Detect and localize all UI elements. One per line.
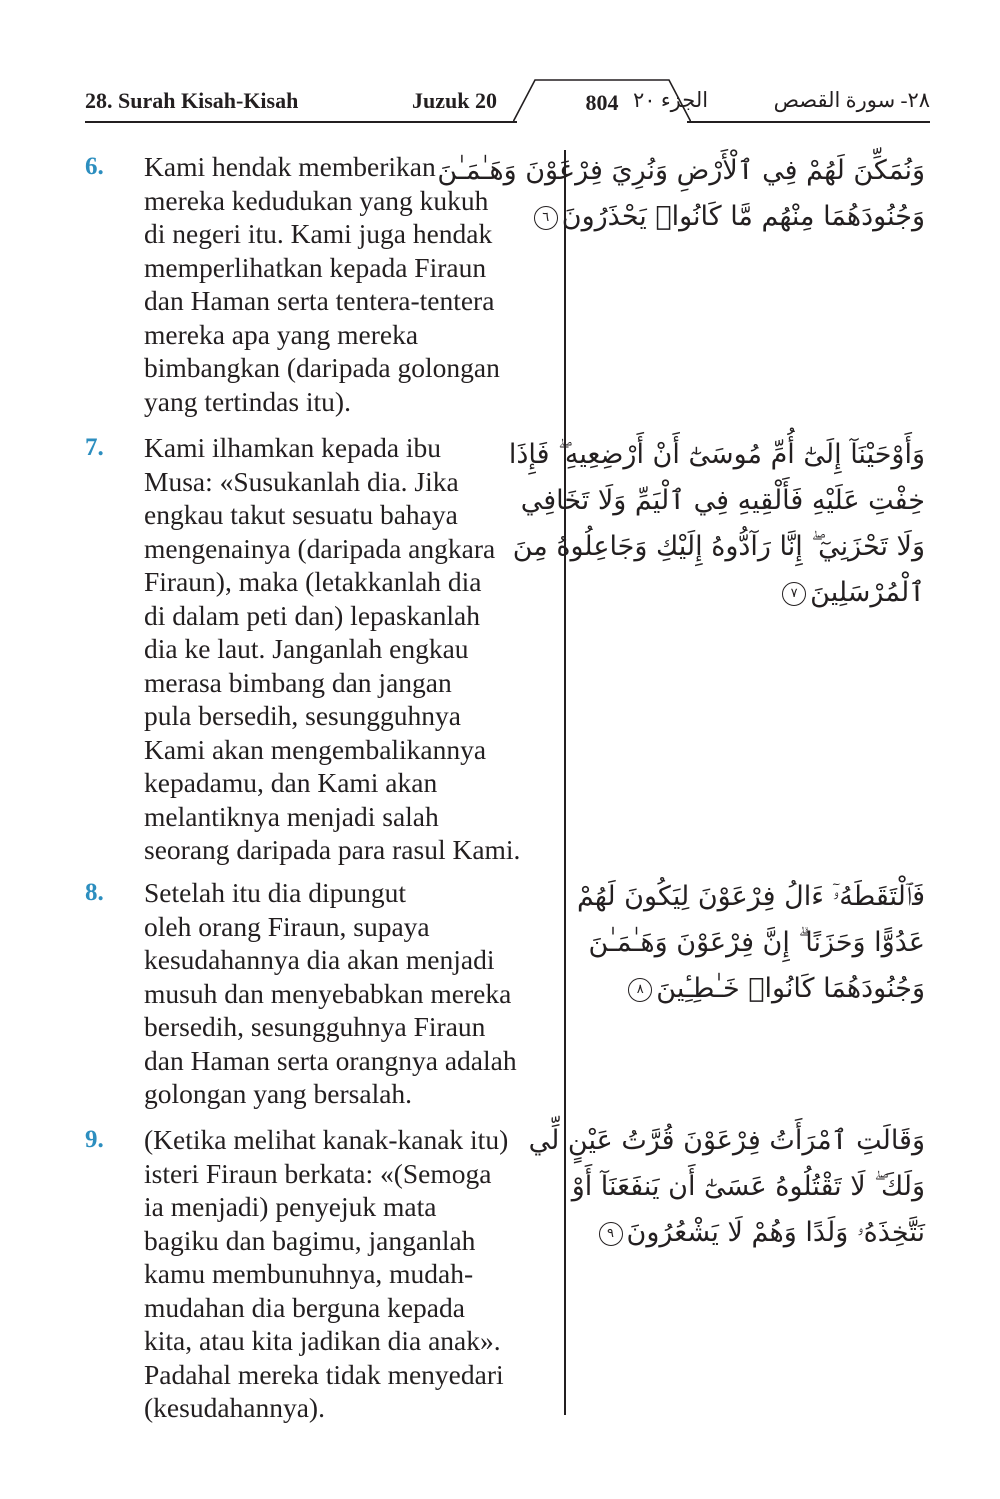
translation-line: di dalam peti dan) lepaskanlah xyxy=(144,599,480,631)
translation-line: golongan yang bersalah. xyxy=(144,1078,413,1109)
translation-line: pula bersedih, sesungguhnya xyxy=(144,700,461,731)
arabic-line: وَنُمَكِّنَ لَهُمْ فِي ٱلْأَرْضِ وَنُرِيَ فِرْعَوْنَ وَهَـٰمَـٰنَ xyxy=(437,155,925,186)
verse-number: 6. xyxy=(85,153,104,180)
arabic-verse-9 xyxy=(528,1118,925,1256)
translation-line: bersedih, sesungguhnya Firaun xyxy=(144,1011,486,1042)
verse-translation xyxy=(144,876,564,1111)
translation-line: kamu membunuhnya, mudah- xyxy=(144,1258,474,1289)
translation-line: dan Haman serta tentera-tentera xyxy=(144,285,495,316)
translation-line: Kami akan mengembalikannya xyxy=(144,733,487,765)
page-header xyxy=(85,78,930,123)
translation-line: mereka apa yang mereka xyxy=(144,318,419,350)
translation-line: isteri Firaun berkata: «(Semoga xyxy=(144,1157,492,1189)
verse-translation xyxy=(144,431,564,867)
arabic-line-text: وَجُنُودَهُمَا مِنْهُم مَّا كَانُوا۟ يَحْذَرُونَ xyxy=(561,201,925,232)
translation-line: melantiknya menjadi salah xyxy=(144,800,439,832)
translation-line: bagiku dan bagimu, janganlah xyxy=(144,1224,476,1256)
translation-line: seorang daripada para rasul Kami. xyxy=(144,834,521,865)
ayah-end-marker: ٦ xyxy=(534,206,558,230)
arabic-line-text: ٱلْمُرْسَلِينَ xyxy=(810,577,925,608)
ayah-end-marker: ٧ xyxy=(782,582,806,606)
translation-line: ia menjadi) penyejuk mata xyxy=(144,1191,437,1222)
translation-line: dia ke laut. Janganlah engkau xyxy=(144,633,469,664)
arabic-line xyxy=(585,966,925,1012)
verse-number: 9. xyxy=(85,1126,104,1153)
translation-line: memperlihatkan kepada Firaun xyxy=(144,251,487,283)
arabic-line: وَقَالَتِ ٱمْرَأَتُ فِرْعَوْنَ قُرَّتُ عَيْنٍ لِّي xyxy=(528,1125,925,1156)
translation-line: mudahan dia berguna kepada xyxy=(144,1291,465,1323)
arabic-line-text: نَتَّخِذَهُۥ وَلَدًا وَهُمْ لَا يَشْعُرُونَ xyxy=(626,1217,925,1248)
column-divider xyxy=(564,150,566,1415)
arabic-line: وَأَوْحَيْنَآ إِلَىٰٓ أُمِّ مُوسَىٰٓ أَنْ أَرْضِعِيهِ ۖ فَإِذَا xyxy=(508,439,925,470)
arabic-line xyxy=(542,194,925,240)
translation-line: (Ketika melihat kanak-kanak itu) xyxy=(144,1124,509,1155)
arabic-surah-title: ٢٨- سورة القصص xyxy=(773,88,930,112)
juzuk-label: Juzuk 20 xyxy=(412,88,497,113)
translation-line: di negeri itu. Kami juga hendak xyxy=(144,218,493,249)
verse-number: 7. xyxy=(85,434,104,461)
arabic-line: وَلَا تَحْزَنِيٓ ۖ إِنَّا رَآدُّوهُ إِلَيْكِ وَجَاعِلُوهُ مِنَ xyxy=(512,531,925,562)
page-number: 804 xyxy=(585,90,619,115)
arabic-verse-8 xyxy=(576,874,925,1012)
translation-line: bimbangkan (daripada golongan xyxy=(144,352,500,383)
translation-line: (kesudahannya). xyxy=(144,1392,325,1423)
arabic-line: خِفْتِ عَلَيْهِ فَأَلْقِيهِ فِي ٱلْيَمِّ وَلَا تَخَافِي xyxy=(520,485,925,516)
ayah-end-marker: ٩ xyxy=(599,1222,623,1246)
arabic-line: وَلَكَ ۖ لَا تَقْتُلُوهُ عَسَىٰٓ أَن يَنفَعَنَآ أَوْ xyxy=(571,1171,925,1202)
translation-line: merasa bimbang dan jangan xyxy=(144,666,452,698)
arabic-line-text: وَجُنُودَهُمَا كَانُوا۟ خَـٰطِـِٔينَ xyxy=(656,973,925,1004)
translation-line: kepadamu, dan Kami akan xyxy=(144,767,438,798)
arabic-verse-7 xyxy=(508,432,925,616)
translation-line: musuh dan menyebabkan mereka xyxy=(144,977,512,1009)
translation-line: kesudahannya dia akan menjadi xyxy=(144,944,495,975)
arabic-line: فَٱلْتَقَطَهُۥٓ ءَالُ فِرْعَوْنَ لِيَكُونَ لَهُمْ xyxy=(576,881,925,912)
arabic-verse-6 xyxy=(437,148,925,240)
translation-line: oleh orang Firaun, supaya xyxy=(144,910,430,942)
translation-line: Kami hendak memberikan xyxy=(144,151,436,182)
arabic-line: عَدُوًّا وَحَزَنًا ۗ إِنَّ فِرْعَوْنَ وَهَـٰمَـٰنَ xyxy=(588,927,925,958)
translation-line: Kami ilhamkan kepada ibu xyxy=(144,432,442,463)
ayah-end-marker: ٨ xyxy=(628,978,652,1002)
translation-line: yang tertindas itu). xyxy=(144,385,351,417)
translation-line: mengenainya (daripada angkara xyxy=(144,532,496,564)
arabic-line xyxy=(585,1210,925,1256)
translation-line: Musa: «Susukanlah dia. Jika xyxy=(144,465,459,497)
translation-line: Setelah itu dia dipungut xyxy=(144,877,406,908)
verse-number: 8. xyxy=(85,879,104,906)
arabic-juz-label: الجزء ٢٠ xyxy=(633,88,709,112)
arabic-line xyxy=(585,570,925,616)
header-rule-right xyxy=(687,121,930,123)
surah-title: 28. Surah Kisah-Kisah xyxy=(85,88,299,113)
translation-line: dan Haman serta orangnya adalah xyxy=(144,1044,517,1076)
translation-line: Firaun), maka (letakkanlah dia xyxy=(144,566,482,597)
verse-translation xyxy=(144,1123,564,1425)
translation-line: kita, atau kita jadikan dia anak». xyxy=(144,1325,501,1356)
translation-line: mereka kedudukan yang kukuh xyxy=(144,184,489,216)
header-rule-left xyxy=(85,121,517,123)
translation-line: Padahal mereka tidak menyedari xyxy=(144,1358,504,1390)
translation-line: engkau takut sesuatu bahaya xyxy=(144,499,458,530)
